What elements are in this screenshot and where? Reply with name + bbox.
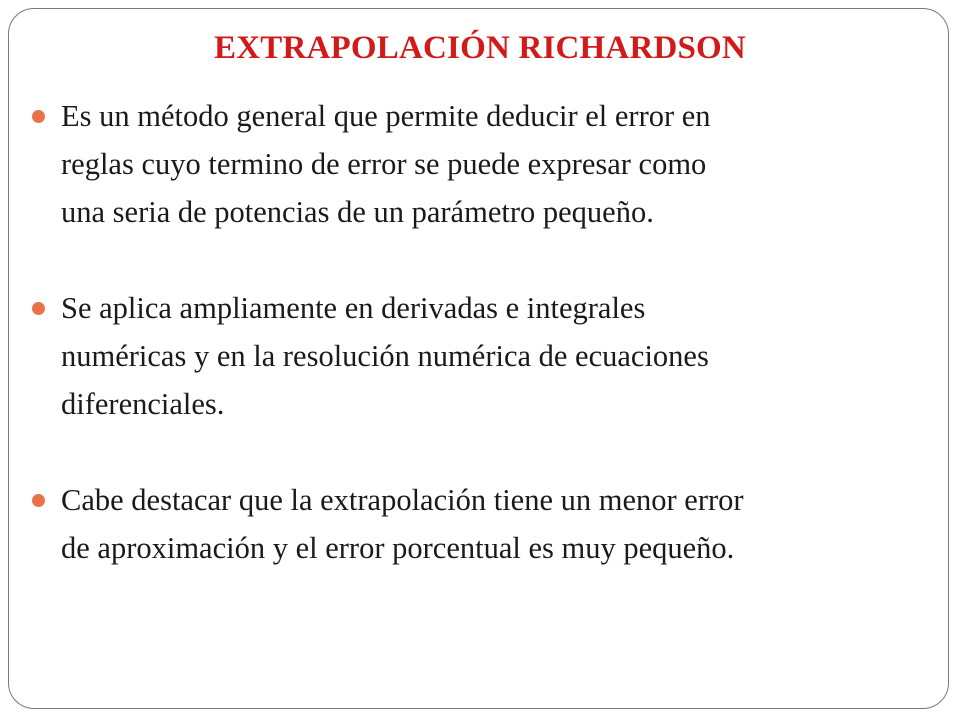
bullet-dot-icon [32, 110, 45, 123]
bullet-line: una seria de potencias de un parámetro pequeño. [61, 195, 654, 229]
slide-title: EXTRAPOLACIÓN RICHARDSON [214, 30, 746, 66]
bullet-dot-icon [32, 494, 45, 507]
bullet-item [30, 476, 930, 572]
bullet-line: Se aplica ampliamente en derivadas e integrales [61, 291, 646, 325]
bullet-line: Cabe destacar que la extrapolación tiene un menor error [61, 483, 744, 517]
bullet-item [30, 92, 930, 236]
bullet-line: de aproximación y el error porcentual es muy pequeño. [61, 531, 735, 565]
bullet-list [30, 92, 930, 572]
bullet-line: diferenciales. [61, 387, 225, 421]
bullet-line: Es un método general que permite deducir el error en [61, 99, 711, 133]
bullet-dot-icon [32, 302, 45, 315]
bullet-line: numéricas y en la resolución numérica de ecuaciones [61, 339, 709, 373]
bullet-line: reglas cuyo termino de error se puede expresar como [61, 147, 707, 181]
bullet-item [30, 284, 930, 428]
